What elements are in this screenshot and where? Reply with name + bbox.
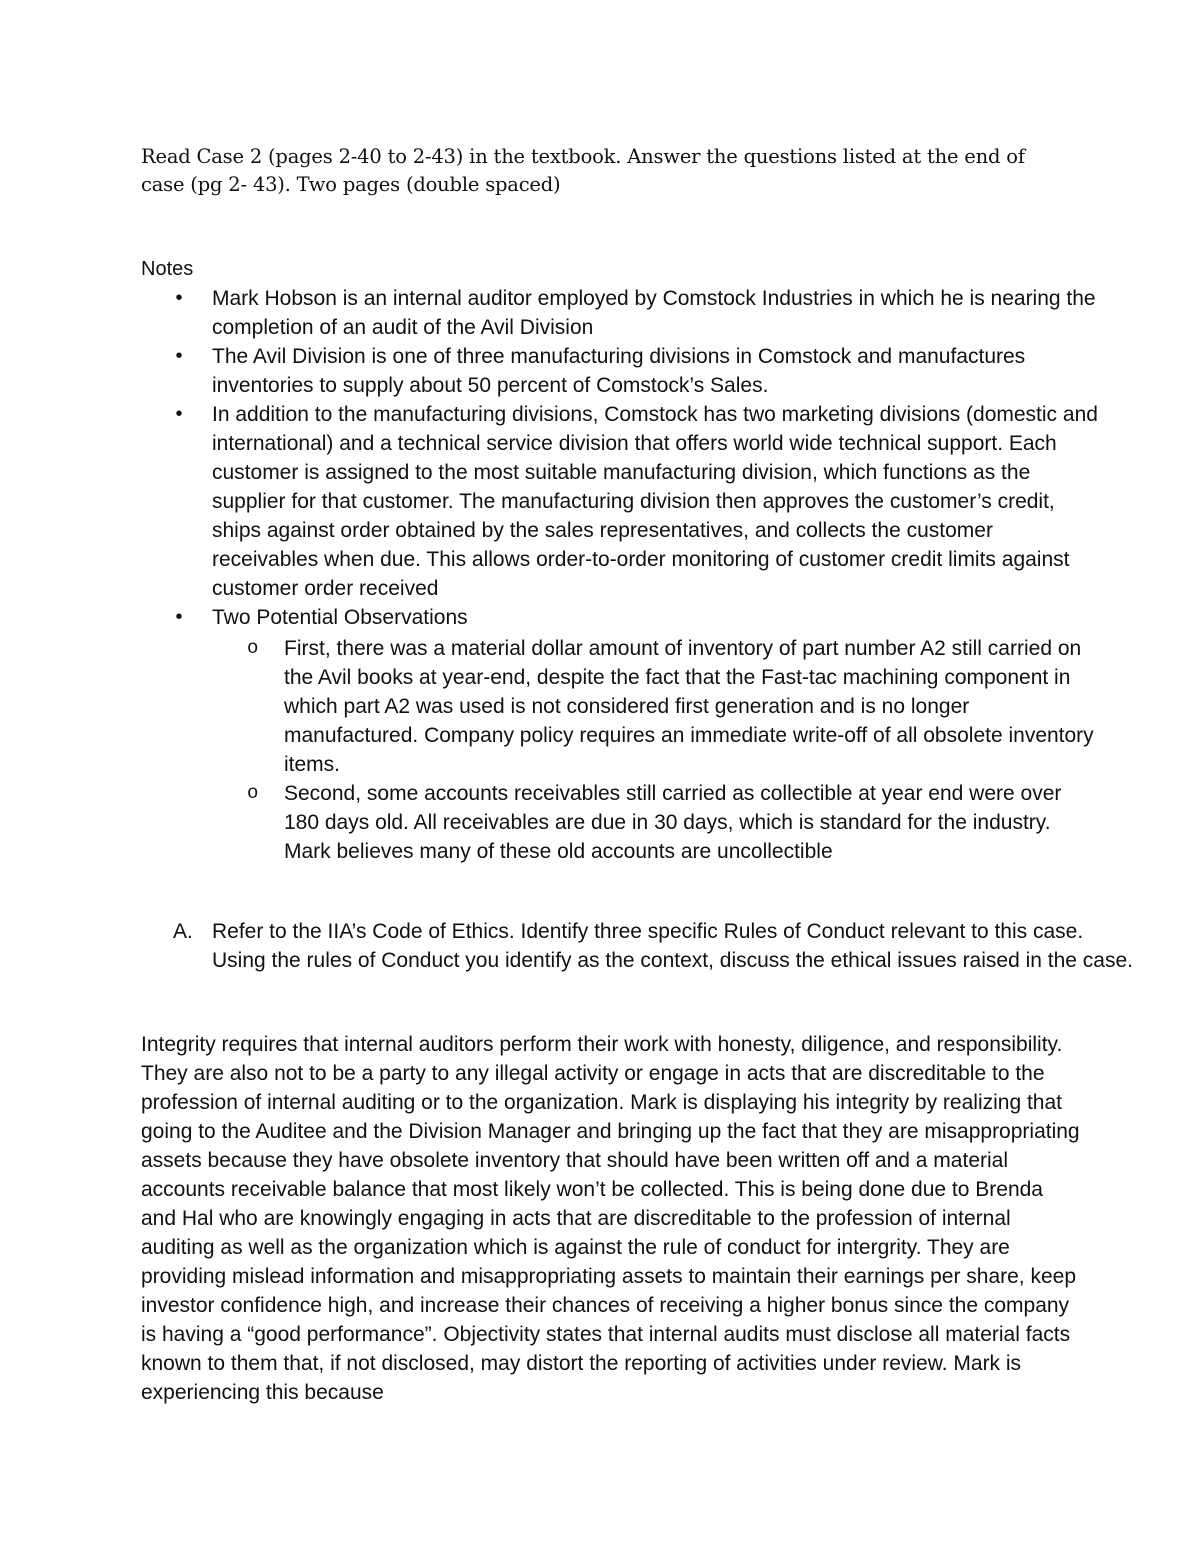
note-item (141, 342, 1101, 400)
observation-text: Second, some accounts receivables still carried as collectible at year end were over 180 days old. All receivables are due in 30 days, which is standard for the industry. Mark believes many of these old accounts are uncollectible (284, 782, 1062, 863)
observation-item (212, 634, 1101, 779)
bullet-icon: • (175, 606, 183, 628)
note-text: Two Potential Observations (212, 606, 468, 629)
observations-list (212, 634, 1101, 866)
note-item (141, 400, 1101, 603)
answer-paragraph: Integrity requires that internal auditors perform their work with honesty, diligence, and responsibility. They are also not to be a party to any illegal activity or engage in acts that are discreditable to the profession of internal auditing or to the organization. Mark is displaying his integrity by realizing that going to the Auditee and the Division Manager and bringing up the fact that they are misappropriating assets because they have obsolete inventory that should have been written off and a material accounts receivable balance that most likely won’t be collected. This is being done due to Brenda and Hal who are knowingly engaging in acts that are discreditable to the profession of internal auditing as well as the organization which is against the rule of conduct for intergrity. They are providing mislead information and misappropriating assets to maintain their earnings per share, keep investor confidence high, and increase their chances of receiving a higher bonus since the company is having a “good performance”. Objectivity states that internal audits must disclose all material facts known to them that, if not disclosed, may distort the reporting of activities under review. Mark is experiencing this because (141, 1033, 1080, 1404)
observation-text: First, there was a material dollar amount of inventory of part number A2 still carried on the Avil books at year-end, despite the fact that the Fast-tac machining component in which part A2 was used is not considered first generation and is no longer manufactured. Company policy requires an immediate write-off of all obsolete inventory items. (284, 637, 1094, 776)
question-a (141, 917, 1142, 975)
bullet-icon: • (175, 345, 183, 367)
observation-item (212, 779, 1101, 866)
hollow-bullet-icon: o (247, 637, 259, 659)
note-item (141, 603, 1101, 866)
notes-list (141, 284, 1101, 866)
note-text: In addition to the manufacturing divisions, Comstock has two marketing divisions (domestic and international) and a technical service division that offers world wide technical support. Each customer is assigned to the most suitable manufacturing division, which functions as the supplier for that customer. The manufacturing division then approves the customer’s credit, ships against order obtained by the sales representatives, and collects the customer receivables when due. This allows order-to-order monitoring of customer credit limits against customer order received (212, 403, 1098, 600)
assignment-instructions: Read Case 2 (pages 2-40 to 2-43) in the textbook. Answer the questions listed at the end of case (pg 2- 43). Two pages (double spaced) (141, 145, 1025, 196)
note-item (141, 284, 1101, 342)
question-label: A. (173, 920, 193, 943)
bullet-icon: • (175, 403, 183, 425)
note-text: The Avil Division is one of three manufacturing divisions in Comstock and manufactures inventories to supply about 50 percent of Comstock’s Sales. (212, 345, 1026, 397)
bullet-icon: • (175, 287, 183, 309)
question-text: Refer to the IIA’s Code of Ethics. Identify three specific Rules of Conduct relevant to this case. Using the rules of Conduct you identify as the context, discuss the ethical issues raised in the case. (212, 920, 1133, 972)
note-text: Mark Hobson is an internal auditor employed by Comstock Industries in which he is nearing the completion of an audit of the Avil Division (212, 287, 1096, 339)
hollow-bullet-icon: o (247, 782, 259, 804)
notes-heading: Notes (141, 258, 194, 280)
